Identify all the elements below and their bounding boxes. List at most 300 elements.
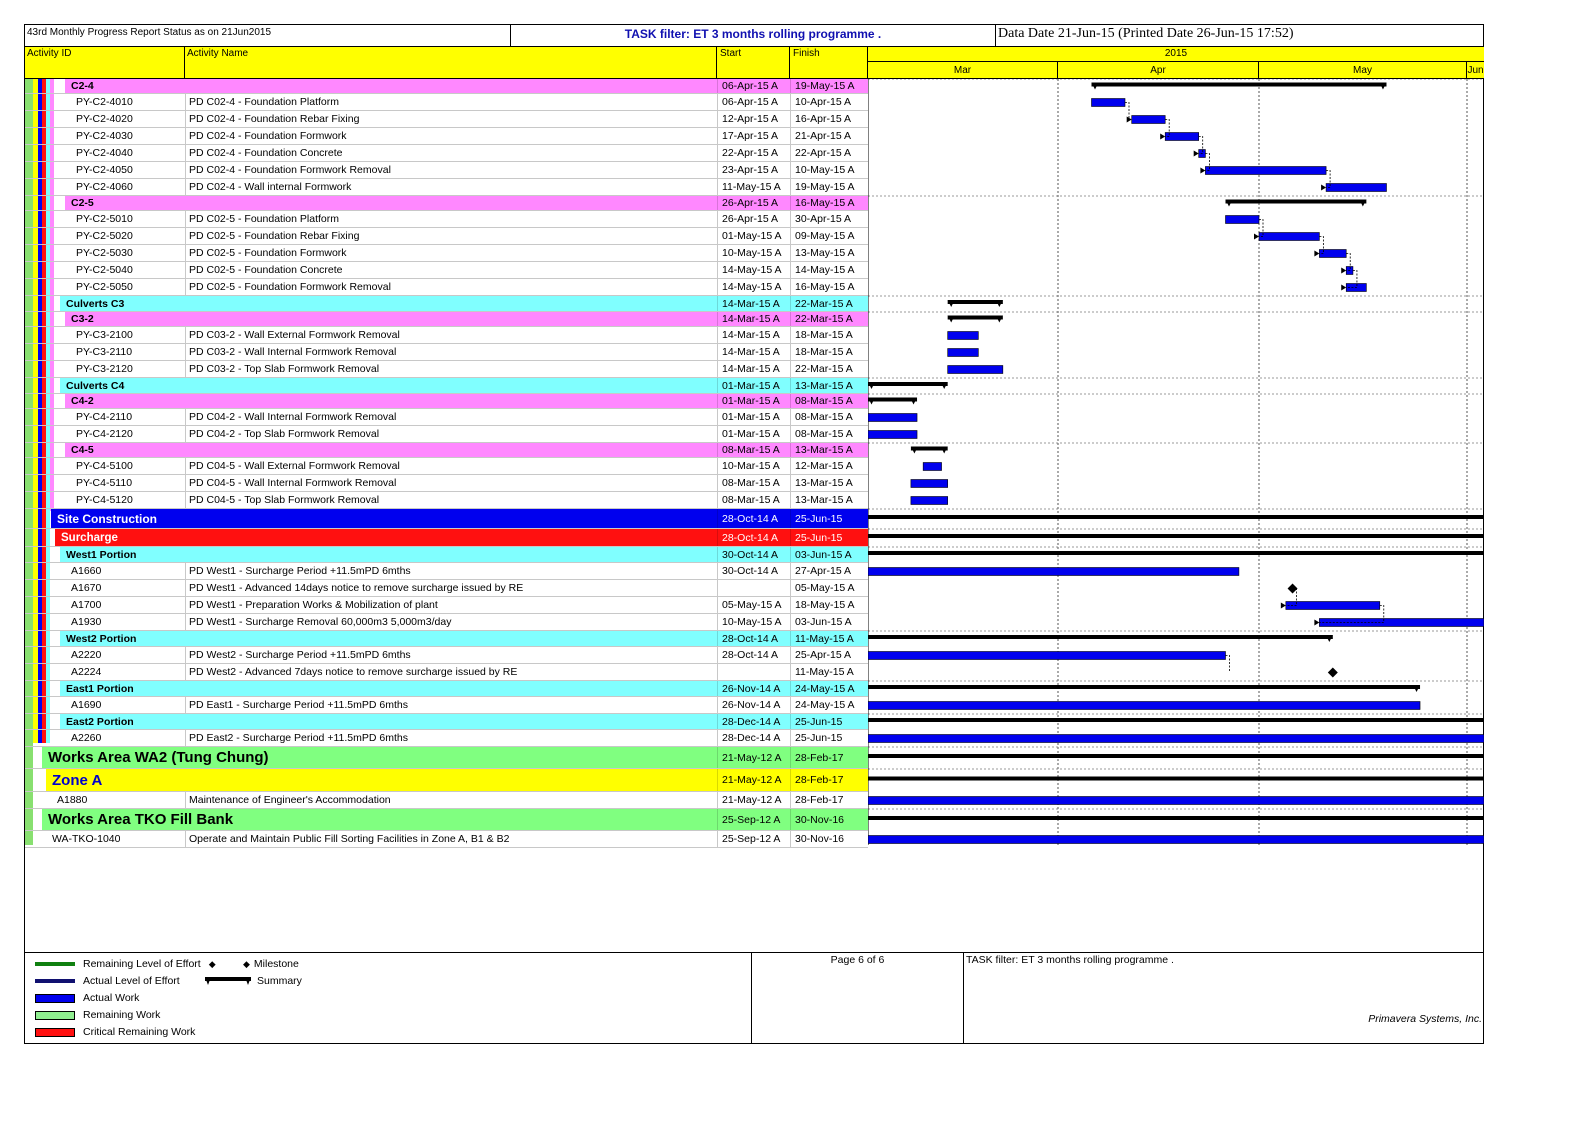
table-row[interactable] bbox=[25, 580, 868, 597]
activity-name: PD West2 - Surcharge Period +11.5mPD 6mths bbox=[185, 647, 717, 663]
summary-bar bbox=[1226, 200, 1367, 204]
start-date: 28-Dec-14 A bbox=[717, 730, 790, 746]
wbs-row[interactable] bbox=[25, 769, 868, 792]
activity-name: PD West1 - Preparation Works & Mobilization of plant bbox=[185, 597, 717, 613]
relationship-arrow bbox=[1160, 134, 1165, 140]
actual-work-bar bbox=[868, 431, 917, 439]
wbs-row[interactable] bbox=[25, 196, 868, 211]
month-apr bbox=[1058, 62, 1259, 79]
activity-id: PY-C4-2120 bbox=[76, 428, 133, 440]
activity-id: PY-C3-2110 bbox=[76, 346, 133, 358]
table-row[interactable] bbox=[25, 426, 868, 443]
finish-date: 22-Apr-15 A bbox=[790, 145, 868, 161]
activity-id: Culverts C4 bbox=[66, 379, 125, 392]
start-date: 14-Mar-15 A bbox=[717, 361, 790, 377]
data-date: Data Date 21-Jun-15 (Printed Date 26-Jun-15 17:52) bbox=[998, 26, 1294, 41]
legend-label: Actual Level of Effort bbox=[83, 975, 180, 987]
start-date: 10-Mar-15 A bbox=[717, 458, 790, 474]
activity-id: PY-C2-5040 bbox=[76, 264, 133, 276]
finish-date: 27-Apr-15 A bbox=[790, 563, 868, 579]
column-header-start bbox=[717, 47, 790, 79]
legend-summary bbox=[205, 975, 302, 987]
legend-swatch-remaining-loe bbox=[35, 962, 75, 966]
table-row[interactable] bbox=[25, 831, 868, 848]
finish-date: 22-Mar-15 A bbox=[790, 361, 868, 377]
activity-name: PD East1 - Surcharge Period +11.5mPD 6mths bbox=[185, 697, 717, 713]
column-start: Start bbox=[720, 48, 742, 59]
milestone-diamond bbox=[1328, 668, 1338, 678]
activity-name: PD West1 - Advanced 14days notice to remove surcharge issued by RE bbox=[185, 580, 717, 596]
activity-id: Zone A bbox=[52, 771, 103, 789]
legend-label: Summary bbox=[257, 975, 302, 987]
finish-date: 21-Apr-15 A bbox=[790, 128, 868, 144]
activity-name: PD C02-4 - Wall internal Formwork bbox=[185, 179, 717, 195]
start-date: 14-Mar-15 A bbox=[717, 344, 790, 360]
start-date: 28-Oct-14 A bbox=[717, 529, 790, 546]
activity-id: PY-C4-5100 bbox=[76, 460, 133, 472]
month-label-apr: Apr bbox=[1150, 65, 1166, 76]
finish-date: 14-May-15 A bbox=[790, 262, 868, 278]
activity-id: A1670 bbox=[71, 582, 102, 594]
table-row[interactable] bbox=[25, 647, 868, 664]
activity-name: PD C02-5 - Foundation Concrete bbox=[185, 262, 717, 278]
activity-name: PD C04-2 - Top Slab Formwork Removal bbox=[185, 426, 717, 442]
wbs-row[interactable] bbox=[25, 631, 868, 647]
finish-date: 25-Jun-15 bbox=[790, 714, 868, 729]
finish-date: 25-Apr-15 A bbox=[790, 647, 868, 663]
activity-name: PD C02-5 - Foundation Formwork Removal bbox=[185, 279, 717, 295]
wbs-row[interactable] bbox=[25, 529, 868, 547]
finish-date: 03-Jun-15 A bbox=[790, 547, 868, 562]
finish-date: 13-Mar-15 A bbox=[790, 475, 868, 491]
relationship-arrow bbox=[1314, 620, 1319, 626]
actual-work-bar bbox=[1286, 602, 1380, 610]
start-date: 06-Apr-15 A bbox=[717, 79, 790, 93]
table-row[interactable] bbox=[25, 614, 868, 631]
relationship-line bbox=[1125, 103, 1132, 120]
legend-label: Actual Work bbox=[83, 992, 140, 1004]
finish-date: 30-Nov-16 bbox=[790, 831, 868, 847]
actual-work-bar bbox=[948, 366, 1003, 374]
table-row[interactable] bbox=[25, 94, 868, 111]
actual-work-bar bbox=[868, 652, 1226, 660]
activity-id: East1 Portion bbox=[66, 682, 134, 695]
activity-name: PD C02-5 - Foundation Rebar Fixing bbox=[185, 228, 717, 244]
start-date: 22-Apr-15 A bbox=[717, 145, 790, 161]
activity-name: PD C03-2 - Top Slab Formwork Removal bbox=[185, 361, 717, 377]
activity-id: PY-C4-5120 bbox=[76, 494, 133, 506]
finish-date: 30-Apr-15 A bbox=[790, 211, 868, 227]
relationship-arrow bbox=[1341, 285, 1346, 291]
footer-divider bbox=[25, 952, 1483, 953]
task-filter-cell bbox=[511, 24, 996, 47]
activity-name: PD C03-2 - Wall External Formwork Removal bbox=[185, 327, 717, 343]
start-date: 17-Apr-15 A bbox=[717, 128, 790, 144]
actual-work-bar bbox=[868, 836, 1484, 844]
milestone-icon: ◆ bbox=[243, 958, 250, 969]
summary-bar bbox=[868, 534, 1484, 538]
finish-date: 25-Jun-15 bbox=[790, 730, 868, 746]
timescale-year bbox=[868, 47, 1484, 62]
activity-name: PD West1 - Surcharge Period +11.5mPD 6mths bbox=[185, 563, 717, 579]
actual-work-bar bbox=[1165, 133, 1199, 141]
finish-date: 13-Mar-15 A bbox=[790, 378, 868, 393]
actual-work-bar bbox=[948, 332, 979, 340]
activity-id: A2220 bbox=[71, 649, 102, 661]
legend-remaining-loe bbox=[35, 958, 216, 970]
activity-id: A1690 bbox=[71, 699, 102, 711]
vendor-label: Primavera Systems, Inc. bbox=[1368, 1013, 1482, 1025]
actual-work-bar bbox=[868, 568, 1239, 576]
summary-bar bbox=[868, 398, 917, 402]
wbs-row[interactable] bbox=[25, 809, 868, 831]
activity-name: PD C02-4 - Foundation Rebar Fixing bbox=[185, 111, 717, 127]
activity-id: C4-2 bbox=[71, 395, 94, 407]
start-date: 28-Oct-14 A bbox=[717, 647, 790, 663]
finish-date: 09-May-15 A bbox=[790, 228, 868, 244]
table-row[interactable] bbox=[25, 262, 868, 279]
start-date: 21-May-12 A bbox=[717, 792, 790, 808]
start-date: 21-May-12 A bbox=[717, 769, 790, 791]
table-row[interactable] bbox=[25, 458, 868, 475]
legend-remaining-work bbox=[35, 1009, 160, 1021]
relationship-arrow bbox=[1194, 151, 1199, 157]
row-green-strip bbox=[25, 769, 33, 791]
finish-date: 18-May-15 A bbox=[790, 597, 868, 613]
page-number: Page 6 of 6 bbox=[830, 954, 885, 966]
start-date: 28-Oct-14 A bbox=[717, 631, 790, 646]
summary-bar bbox=[868, 685, 1420, 689]
finish-date: 24-May-15 A bbox=[790, 681, 868, 696]
activity-id: Culverts C3 bbox=[66, 297, 125, 310]
actual-work-bar bbox=[1226, 216, 1260, 224]
finish-date: 11-May-15 A bbox=[790, 664, 868, 680]
wbs-row[interactable] bbox=[25, 443, 868, 458]
activity-id: A1660 bbox=[71, 565, 102, 577]
start-date: 08-Mar-15 A bbox=[717, 443, 790, 457]
table-row[interactable] bbox=[25, 162, 868, 179]
finish-date: 30-Nov-16 bbox=[790, 809, 868, 830]
column-header-finish bbox=[790, 47, 868, 79]
actual-work-bar bbox=[868, 797, 1484, 805]
start-date: 26-Nov-14 A bbox=[717, 697, 790, 713]
finish-date: 08-Mar-15 A bbox=[790, 394, 868, 408]
legend-label: Remaining Work bbox=[83, 1009, 161, 1021]
timescale-header bbox=[868, 47, 1484, 79]
activity-id: C3-2 bbox=[71, 313, 94, 325]
month-jun bbox=[1467, 62, 1484, 79]
table-row[interactable] bbox=[25, 327, 868, 344]
start-date: 25-Sep-12 A bbox=[717, 831, 790, 847]
start-date: 11-May-15 A bbox=[717, 179, 790, 195]
legend-swatch-actual-loe bbox=[35, 979, 75, 983]
table-row[interactable] bbox=[25, 179, 868, 196]
summary-bar bbox=[948, 300, 1003, 304]
legend-critical-remaining bbox=[35, 1026, 195, 1038]
activity-id: WA-TKO-1040 bbox=[52, 833, 121, 845]
start-date: 01-May-15 A bbox=[717, 228, 790, 244]
finish-date: 05-May-15 A bbox=[790, 580, 868, 596]
table-row[interactable] bbox=[25, 697, 868, 714]
summary-bar bbox=[868, 551, 1484, 555]
wbs-row[interactable] bbox=[25, 547, 868, 563]
activity-id: C2-4 bbox=[71, 80, 94, 92]
table-row[interactable] bbox=[25, 664, 868, 681]
start-date: 14-Mar-15 A bbox=[717, 296, 790, 311]
activity-id: PY-C2-4060 bbox=[76, 181, 133, 193]
activity-id: C4-5 bbox=[71, 444, 94, 456]
finish-date: 16-Apr-15 A bbox=[790, 111, 868, 127]
activity-id: PY-C2-5050 bbox=[76, 281, 133, 293]
start-date: 10-May-15 A bbox=[717, 245, 790, 261]
actual-work-bar bbox=[1326, 184, 1386, 192]
activity-id: PY-C2-5020 bbox=[76, 230, 133, 242]
actual-work-bar bbox=[868, 702, 1420, 710]
actual-work-bar bbox=[1259, 233, 1319, 241]
summary-bar bbox=[868, 816, 1484, 820]
activity-name: PD C02-4 - Foundation Formwork bbox=[185, 128, 717, 144]
finish-date: 16-May-15 A bbox=[790, 279, 868, 295]
legend-swatch-actual-work bbox=[35, 994, 75, 1003]
table-row[interactable] bbox=[25, 245, 868, 262]
activity-name: Operate and Maintain Public Fill Sorting Facilities in Zone A, B1 & B2 bbox=[185, 831, 717, 847]
table-row[interactable] bbox=[25, 475, 868, 492]
summary-bar bbox=[1092, 83, 1387, 87]
table-row[interactable] bbox=[25, 792, 868, 809]
legend-label: Remaining Level of Effort bbox=[83, 958, 201, 970]
activity-name: PD C02-5 - Foundation Platform bbox=[185, 211, 717, 227]
column-finish: Finish bbox=[793, 48, 820, 59]
finish-date: 19-May-15 A bbox=[790, 79, 868, 93]
legend-label: Milestone bbox=[253, 958, 299, 970]
activity-id: West2 Portion bbox=[66, 632, 137, 645]
legend-swatch-remaining-work bbox=[35, 1011, 75, 1020]
footer-task-filter: TASK filter: ET 3 months rolling programme . bbox=[966, 954, 1174, 966]
start-date: 14-Mar-15 A bbox=[717, 312, 790, 326]
start-date: 10-May-15 A bbox=[717, 614, 790, 630]
column-activity-name: Activity Name bbox=[187, 48, 249, 59]
activity-name: PD C03-2 - Wall Internal Formwork Removal bbox=[185, 344, 717, 360]
relationship-arrow bbox=[1341, 268, 1346, 274]
start-date: 06-Apr-15 A bbox=[717, 94, 790, 110]
finish-date: 08-Mar-15 A bbox=[790, 409, 868, 425]
start-date: 28-Oct-14 A bbox=[717, 509, 790, 528]
start-date: 25-Sep-12 A bbox=[717, 809, 790, 830]
start-date: 14-Mar-15 A bbox=[717, 327, 790, 343]
wbs-row[interactable] bbox=[25, 394, 868, 409]
activity-id: Site Construction bbox=[57, 511, 158, 526]
finish-date: 11-May-15 A bbox=[790, 631, 868, 646]
finish-date: 25-Jun-15 bbox=[790, 509, 868, 528]
wbs-row[interactable] bbox=[25, 378, 868, 394]
legend-actual-work bbox=[35, 992, 139, 1004]
report-title: 43rd Monthly Progress Report Status as on 21Jun2015 bbox=[27, 27, 272, 38]
activity-id: East2 Portion bbox=[66, 715, 134, 728]
table-row[interactable] bbox=[25, 211, 868, 228]
month-mar bbox=[868, 62, 1058, 79]
finish-date: 24-May-15 A bbox=[790, 697, 868, 713]
finish-date: 28-Feb-17 bbox=[790, 769, 868, 791]
finish-date: 22-Mar-15 A bbox=[790, 312, 868, 326]
activity-id: PY-C3-2120 bbox=[76, 363, 133, 375]
start-date: 08-Mar-15 A bbox=[717, 475, 790, 491]
table-row[interactable] bbox=[25, 128, 868, 145]
activity-name: PD C04-5 - Wall External Formwork Removal bbox=[185, 458, 717, 474]
actual-work-bar bbox=[1092, 99, 1126, 107]
legend-milestone bbox=[243, 958, 299, 970]
task-filter-title: TASK filter: ET 3 months rolling programme . bbox=[624, 27, 882, 41]
activity-id: A1880 bbox=[57, 794, 88, 806]
actual-work-bar bbox=[1132, 116, 1166, 124]
start-date: 23-Apr-15 A bbox=[717, 162, 790, 178]
table-row[interactable] bbox=[25, 279, 868, 296]
start-date: 26-Nov-14 A bbox=[717, 681, 790, 696]
finish-date: 08-Mar-15 A bbox=[790, 426, 868, 442]
finish-date: 13-Mar-15 A bbox=[790, 492, 868, 508]
activity-id: PY-C4-2110 bbox=[76, 411, 133, 423]
relationship-arrow bbox=[1314, 251, 1319, 257]
activity-id: PY-C2-5030 bbox=[76, 247, 133, 259]
summary-bar bbox=[868, 718, 1484, 722]
finish-date: 19-May-15 A bbox=[790, 179, 868, 195]
start-date: 26-Apr-15 A bbox=[717, 196, 790, 210]
activity-id: Surcharge bbox=[61, 531, 118, 544]
activity-name: PD West1 - Surcharge Removal 60,000m3 5,000m3/day bbox=[185, 614, 717, 630]
table-row[interactable] bbox=[25, 111, 868, 128]
month-label-jun: Jun bbox=[1467, 65, 1484, 76]
finish-date: 13-Mar-15 A bbox=[790, 443, 868, 457]
finish-date: 10-May-15 A bbox=[790, 162, 868, 178]
table-row[interactable] bbox=[25, 228, 868, 245]
start-date: 01-Mar-15 A bbox=[717, 394, 790, 408]
finish-date: 03-Jun-15 A bbox=[790, 614, 868, 630]
legend-swatch-critical bbox=[35, 1028, 75, 1037]
summary-bar bbox=[868, 635, 1333, 639]
finish-date: 25-Jun-15 bbox=[790, 529, 868, 546]
actual-work-bar bbox=[948, 349, 979, 357]
gantt-chart bbox=[868, 79, 1484, 845]
table-row[interactable] bbox=[25, 492, 868, 509]
activity-name: PD C04-5 - Wall Internal Formwork Removal bbox=[185, 475, 717, 491]
finish-date: 13-May-15 A bbox=[790, 245, 868, 261]
finish-date: 16-May-15 A bbox=[790, 196, 868, 210]
start-date: 30-Oct-14 A bbox=[717, 547, 790, 562]
column-activity-id: Activity ID bbox=[27, 48, 72, 59]
wbs-row[interactable] bbox=[25, 747, 868, 769]
activity-name: PD C02-4 - Foundation Formwork Removal bbox=[185, 162, 717, 178]
wbs-row[interactable] bbox=[25, 296, 868, 312]
activity-id: PY-C2-4040 bbox=[76, 147, 133, 159]
start-date: 26-Apr-15 A bbox=[717, 211, 790, 227]
start-date bbox=[717, 580, 790, 596]
activity-id: A1700 bbox=[71, 599, 102, 611]
start-date: 14-May-15 A bbox=[717, 262, 790, 278]
legend-actual-loe bbox=[35, 975, 180, 987]
start-date: 01-Mar-15 A bbox=[717, 426, 790, 442]
start-date: 01-Mar-15 A bbox=[717, 378, 790, 393]
relationship-arrow bbox=[1254, 234, 1259, 240]
table-row[interactable] bbox=[25, 145, 868, 162]
actual-work-bar bbox=[868, 735, 1484, 743]
actual-work-bar bbox=[868, 414, 917, 422]
start-date: 05-May-15 A bbox=[717, 597, 790, 613]
year-label: 2015 bbox=[1164, 48, 1188, 59]
activity-name: PD East2 - Surcharge Period +11.5mPD 6mths bbox=[185, 730, 717, 746]
table-row[interactable] bbox=[25, 730, 868, 747]
start-date: 28-Dec-14 A bbox=[717, 714, 790, 729]
activity-id: PY-C4-5110 bbox=[76, 477, 133, 489]
activity-name: PD West2 - Advanced 7days notice to remove surcharge issued by RE bbox=[185, 664, 717, 680]
summary-bar bbox=[948, 316, 1003, 320]
activity-id: A2224 bbox=[71, 666, 102, 678]
start-date: 08-Mar-15 A bbox=[717, 492, 790, 508]
activity-name: PD C02-5 - Foundation Formwork bbox=[185, 245, 717, 261]
actual-work-bar bbox=[923, 463, 941, 471]
activity-name: PD C02-4 - Foundation Concrete bbox=[185, 145, 717, 161]
finish-date: 18-Mar-15 A bbox=[790, 344, 868, 360]
activity-id: West1 Portion bbox=[66, 548, 137, 561]
table-row[interactable] bbox=[25, 563, 868, 580]
actual-work-bar bbox=[911, 480, 948, 488]
start-date: 30-Oct-14 A bbox=[717, 563, 790, 579]
wbs-row[interactable] bbox=[25, 714, 868, 730]
activity-id: PY-C2-4020 bbox=[76, 113, 133, 125]
column-header-id bbox=[25, 47, 185, 79]
wbs-row[interactable] bbox=[25, 79, 868, 94]
activity-id: PY-C2-4030 bbox=[76, 130, 133, 142]
summary-bar bbox=[868, 382, 948, 386]
activity-id: PY-C2-4010 bbox=[76, 96, 133, 108]
data-date-cell bbox=[996, 24, 1484, 47]
summary-bar-icon bbox=[205, 976, 251, 986]
diamond-icon: ◆ bbox=[208, 958, 216, 969]
activity-name: PD C02-4 - Foundation Platform bbox=[185, 94, 717, 110]
relationship-arrow bbox=[1321, 185, 1326, 191]
milestone-diamond bbox=[1288, 584, 1298, 594]
summary-bar bbox=[868, 754, 1484, 758]
start-date: 14-May-15 A bbox=[717, 279, 790, 295]
start-date: 12-Apr-15 A bbox=[717, 111, 790, 127]
wbs-row[interactable] bbox=[25, 312, 868, 327]
finish-date: 10-Apr-15 A bbox=[790, 94, 868, 110]
footer-col-divider-2 bbox=[963, 952, 964, 1043]
report-title-cell bbox=[25, 24, 511, 47]
table-row[interactable] bbox=[25, 344, 868, 361]
table-row[interactable] bbox=[25, 409, 868, 426]
activity-name: PD C04-5 - Top Slab Formwork Removal bbox=[185, 492, 717, 508]
wbs-row[interactable] bbox=[25, 681, 868, 697]
table-row[interactable] bbox=[25, 361, 868, 378]
activity-id: Works Area TKO Fill Bank bbox=[48, 811, 234, 828]
legend-label: Critical Remaining Work bbox=[83, 1026, 196, 1038]
activity-id: PY-C2-5010 bbox=[76, 213, 133, 225]
finish-date: 12-Mar-15 A bbox=[790, 458, 868, 474]
month-label-mar: Mar bbox=[953, 65, 972, 76]
activity-id: A1930 bbox=[71, 616, 102, 628]
table-row[interactable] bbox=[25, 597, 868, 614]
finish-date: 28-Feb-17 bbox=[790, 747, 868, 768]
relationship-line bbox=[1226, 656, 1230, 673]
finish-date: 28-Feb-17 bbox=[790, 792, 868, 808]
actual-work-bar bbox=[1205, 167, 1326, 175]
relationship-arrow bbox=[1200, 168, 1205, 174]
relationship-arrow bbox=[1281, 603, 1286, 609]
activity-id: Works Area WA2 (Tung Chung) bbox=[48, 749, 269, 766]
activity-name: PD C04-2 - Wall Internal Formwork Removal bbox=[185, 409, 717, 425]
activity-name: Maintenance of Engineer's Accommodation bbox=[185, 792, 717, 808]
wbs-row[interactable] bbox=[25, 509, 868, 529]
activity-id: PY-C2-4050 bbox=[76, 164, 133, 176]
